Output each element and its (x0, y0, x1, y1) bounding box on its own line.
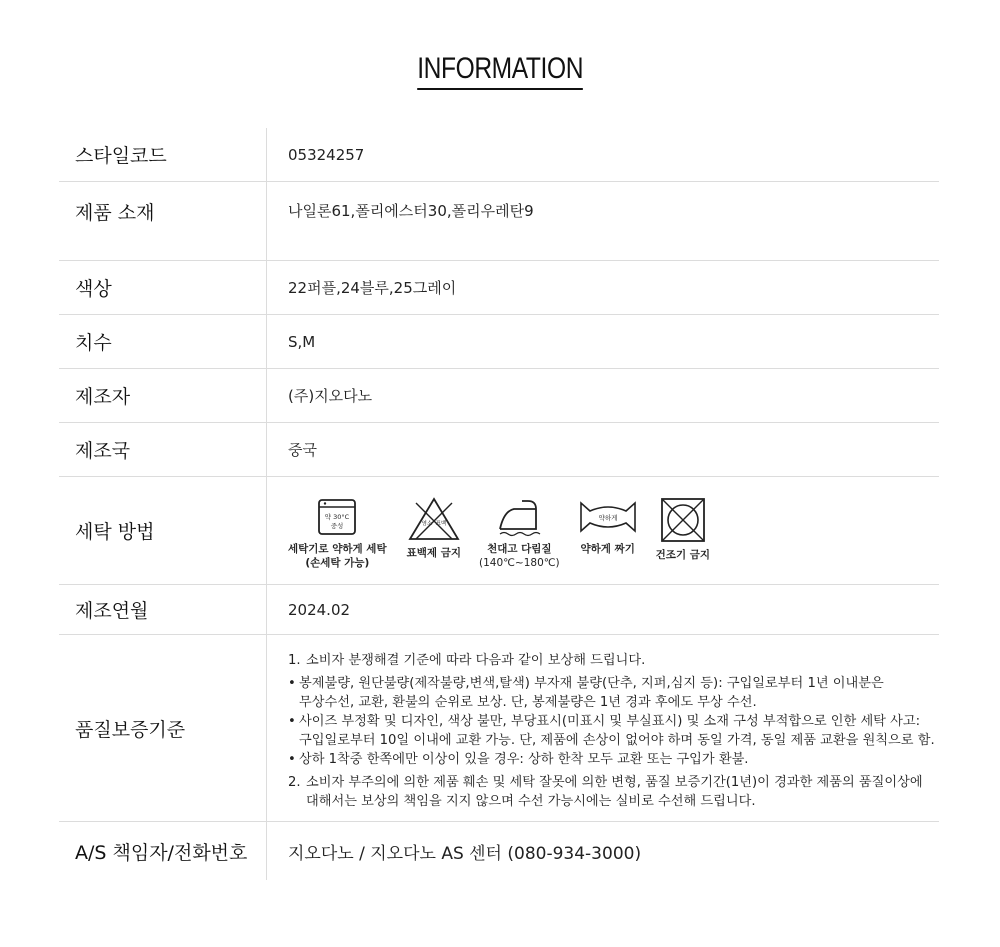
quality-item-1 (288, 651, 939, 670)
quality-item-number: 1. (288, 653, 301, 668)
row-as (59, 822, 939, 880)
row-value: 05324257 (288, 145, 365, 164)
quality-item-number: 2. (288, 775, 301, 790)
care-item-iron (479, 497, 560, 570)
care-item-wring (578, 497, 638, 556)
row-label: 세탁 방법 (59, 477, 267, 584)
bullet-mark: • (288, 676, 296, 691)
row-label: 제조자 (59, 369, 267, 422)
row-value: 2024.02 (288, 600, 351, 619)
quality-text (267, 635, 939, 821)
row-value: 나일론61,폴리에스터30,폴리우레탄9 (288, 202, 534, 220)
bullet-mark: • (288, 752, 296, 767)
care-caption (580, 542, 634, 556)
quality-item-text: 소비자 분쟁해결 기준에 따라 다음과 같이 보상해 드립니다. (306, 653, 646, 668)
row-material (59, 182, 939, 261)
care-caption (288, 542, 387, 570)
info-table (59, 128, 939, 880)
row-label: 제조국 (59, 423, 267, 476)
care-item-dry (656, 497, 710, 562)
quality-bullet-2 (288, 712, 939, 750)
bleach-inner-chlorine: 염소 (421, 521, 433, 527)
wash-inner-neutral: 중성 (331, 522, 344, 530)
care-caption-line1: 약하게 짜기 (580, 543, 635, 555)
row-maker (59, 369, 939, 423)
row-label: 스타일코드 (59, 128, 267, 181)
quality-item-text (306, 773, 923, 811)
row-label: 색상 (59, 261, 267, 314)
quality-bullet-3 (288, 750, 939, 769)
row-label: 치수 (59, 315, 267, 368)
row-color (59, 261, 939, 315)
bullet-mark: • (288, 714, 296, 729)
row-washing (59, 477, 939, 585)
bullet-line: 사이즈 부정확 및 디자인, 색상 불만, 부당표시(미표시 및 부실표시) 및 소재 구성 부적합으로 인한 세탁 사고: (299, 714, 921, 729)
iron-icon (496, 497, 542, 537)
row-value: S,M (288, 332, 316, 351)
row-quality (59, 635, 939, 822)
care-caption (656, 548, 710, 562)
title-wrap (0, 52, 1000, 90)
quality-bullet-1 (288, 674, 939, 712)
no-tumble-dry-icon (660, 497, 706, 543)
bullet-text (299, 674, 884, 712)
row-label: 제조연월 (59, 585, 267, 634)
row-value: 22퍼플,24블루,25그레이 (288, 279, 457, 297)
care-caption-line1: 세탁기로 약하게 세탁 (288, 543, 387, 555)
bleach-inner-bleach: 표백 (435, 521, 447, 527)
row-value: 중국 (288, 441, 317, 459)
bullet-line: 구입일로부터 10일 이내에 교환 가능. 단, 제품에 손상이 없어야 하며 동일 가격, 동일 제품 교환을 원칙으로 함. (299, 733, 935, 748)
quality-line: 소비자 부주의에 의한 제품 훼손 및 세탁 잘못에 의한 변형, 품질 보증기간(1년)이 경과한 제품의 품질이상에 (306, 775, 923, 790)
washtub-30c-icon (315, 497, 359, 537)
care-caption-line1: 표백제 금지 (406, 547, 461, 559)
row-value: (주)지오다노 (288, 387, 373, 405)
care-icons (267, 477, 939, 584)
care-caption (479, 542, 560, 570)
care-caption-line2: (140℃~180℃) (478, 557, 560, 569)
row-label: A/S 책임자/전화번호 (59, 822, 267, 880)
care-caption-line1: 건조기 금지 (655, 549, 711, 561)
care-caption-line1: 천대고 다림질 (487, 543, 552, 555)
care-item-wash (288, 497, 387, 570)
wash-inner-temp: 약 30°C (325, 513, 350, 521)
wring-inner-gentle: 약하게 (598, 514, 618, 522)
row-label: 제품 소재 (59, 182, 267, 260)
bullet-line: 상하 1착중 한쪽에만 이상이 있을 경우: 상하 한착 모두 교환 또는 구입가 환불. (299, 752, 749, 767)
row-value: 지오다노 / 지오다노 AS 센터 (080-934-3000) (288, 843, 642, 864)
no-bleach-icon (408, 497, 460, 541)
row-size (59, 315, 939, 369)
care-item-bleach (407, 497, 461, 560)
bullet-line: 무상수선, 교환, 환불의 순위로 보상. 단, 봉제불량은 1년 경과 후에도 무상 수선. (299, 695, 757, 710)
quality-line: 대해서는 보상의 책임을 지지 않으며 수선 가능시에는 실비로 수선해 드립니다. (306, 794, 756, 809)
gentle-wring-icon (578, 497, 638, 537)
bullet-text (299, 712, 935, 750)
quality-item-2 (288, 773, 939, 811)
row-style-code (59, 128, 939, 182)
page-title: INFORMATION (417, 52, 583, 90)
row-country (59, 423, 939, 477)
row-date (59, 585, 939, 635)
care-caption-line2: (손세탁 가능) (305, 557, 370, 569)
care-caption (407, 546, 461, 560)
row-label: 품질보증기준 (59, 635, 267, 821)
bullet-line: 봉제불량, 원단불량(제작불량,변색,탈색) 부자재 불량(단추, 지퍼,심지 등): 구입일로부터 1년 이내분은 (299, 676, 884, 691)
